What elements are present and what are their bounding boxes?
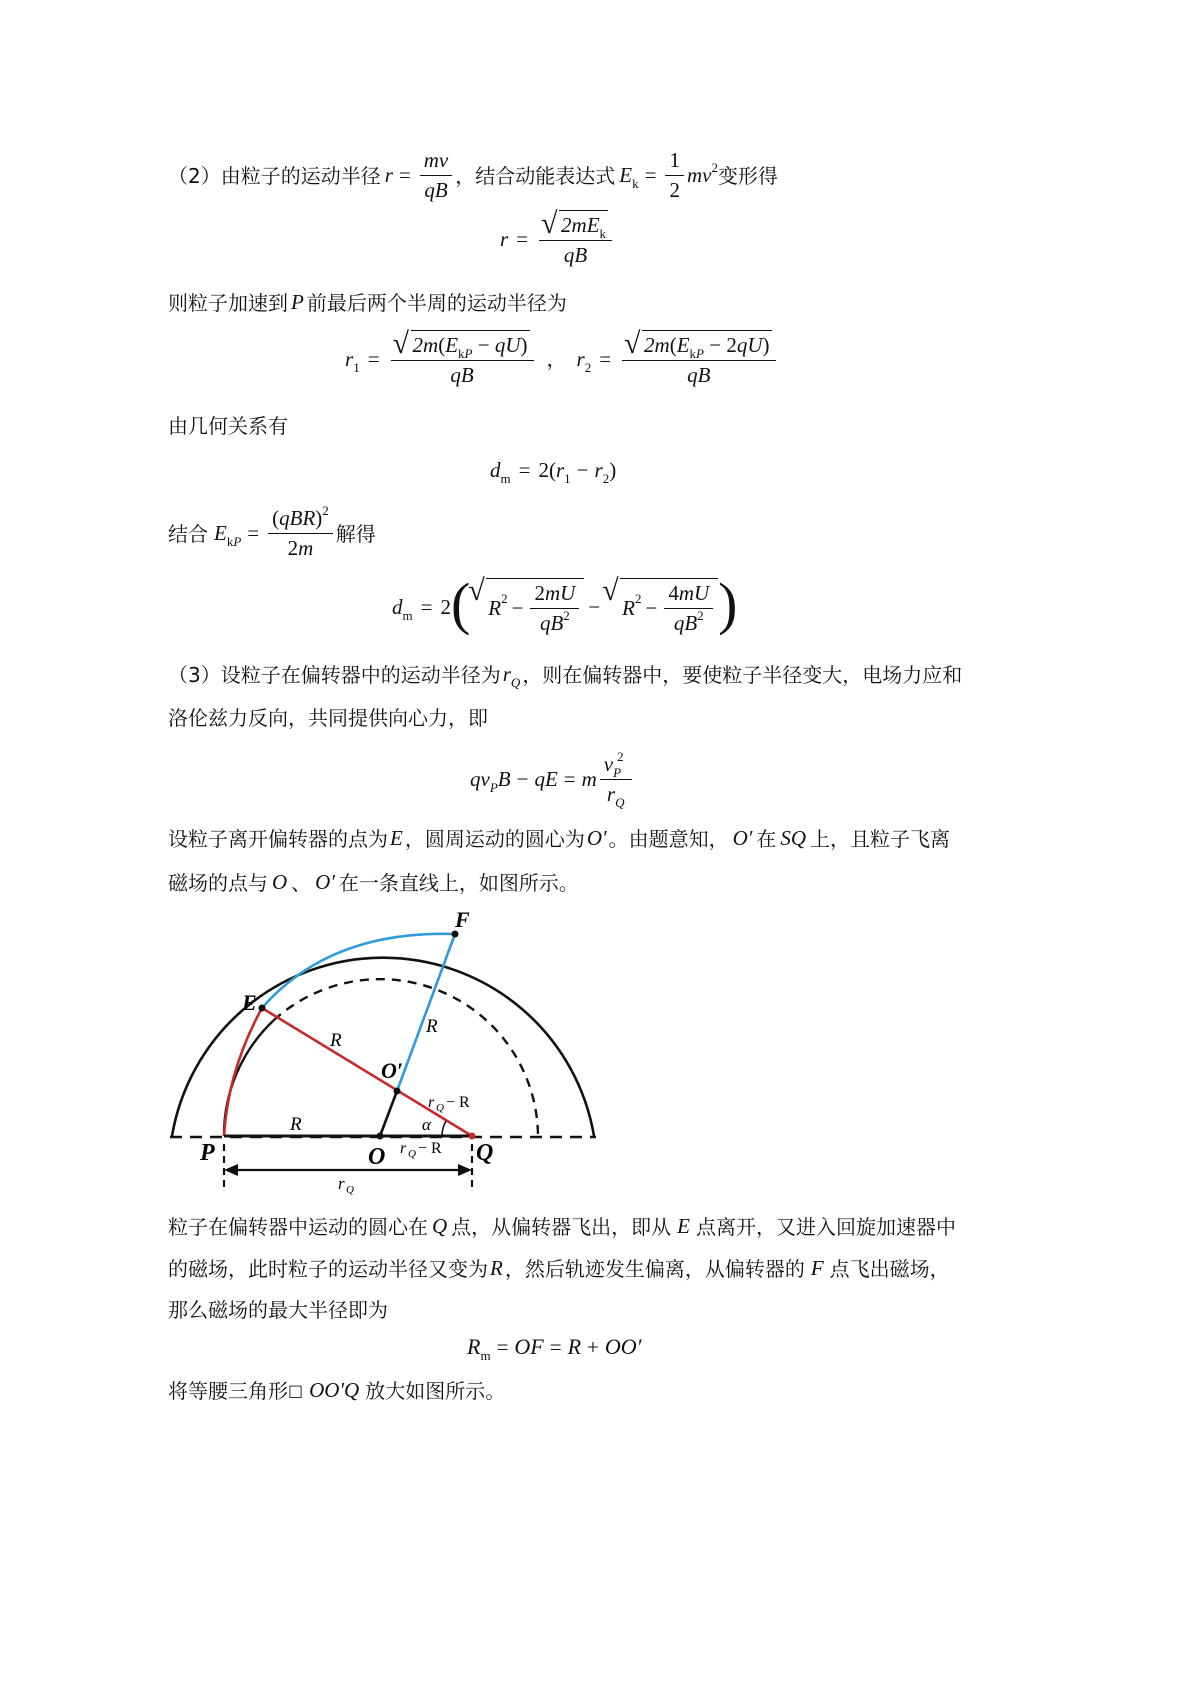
- text: 在一条直线上，如图所示。: [338, 870, 579, 895]
- text: 上，且粒子飞离: [810, 826, 951, 851]
- text: 点离开，又进入回旋加速器中: [696, 1214, 956, 1239]
- text: 变形得: [717, 163, 778, 188]
- text: 前最后两个半周的运动半径为: [306, 290, 567, 315]
- paragraph-deflector-center-line2: [168, 1258, 950, 1279]
- var-E: E: [677, 1214, 690, 1238]
- var-Q: Q: [432, 1214, 448, 1238]
- var-SQ: SQ: [780, 826, 807, 850]
- label-R-red: R: [330, 1030, 342, 1051]
- blue-line-Oprime-F: [397, 934, 455, 1091]
- paragraph-deflector-center-line3: 那么磁场的最大半径即为: [168, 1298, 388, 1322]
- label-rQ-minus-R-upper: [428, 1094, 470, 1114]
- paragraph-exit-point-line1: [168, 828, 950, 849]
- paragraph-exit-point-line2: [168, 872, 579, 893]
- svg-text:− R: − R: [418, 1140, 442, 1157]
- text: 的磁场，此时粒子的运动半径又变为: [168, 1256, 488, 1281]
- svg-text:r: r: [428, 1094, 435, 1111]
- label-O: O: [368, 1144, 386, 1170]
- var-O: O: [272, 870, 288, 894]
- paragraph-part3-line1: （3）设粒子在偏转器中的运动半径为 $r_Q$ ，则在偏转器中，要使粒子半径变大，电场力应和: [168, 662, 963, 690]
- label-alpha: α: [422, 1115, 431, 1134]
- equals: =: [644, 163, 657, 188]
- text: 设粒子离开偏转器的点为: [168, 826, 388, 851]
- paragraph-radius-intro: [168, 148, 778, 203]
- svg-text:r: r: [338, 1174, 345, 1193]
- formula-mv2: $mv^2$: [686, 160, 718, 188]
- text: （3）设粒子在偏转器中的运动半径为: [168, 662, 501, 687]
- geometry-diagram: [160, 900, 620, 1200]
- text: 。由题意知，: [608, 826, 729, 851]
- text: 则粒子加速到: [168, 290, 288, 315]
- dim-arrow-right: [458, 1164, 472, 1176]
- point-O-prime: [394, 1088, 401, 1095]
- point-O: [377, 1133, 384, 1140]
- paragraph-last-two-half-circles: [168, 292, 567, 313]
- label-E: E: [242, 990, 257, 1015]
- var-OOQ: OO′Q: [309, 1378, 360, 1402]
- text: 、: [291, 870, 312, 895]
- formula-Ek: $E_k$: [619, 163, 639, 192]
- formula-r: r: [384, 163, 393, 188]
- label-P: P: [200, 1140, 215, 1166]
- equation-force-balance: $qv_PB$ − qE = m $\frac{v_P^2}{r_Q}$: [470, 752, 635, 807]
- alpha-arc: [442, 1121, 446, 1136]
- label-rQ-minus-R-lower: [400, 1140, 442, 1160]
- label-R-base: R: [290, 1114, 302, 1135]
- text: 结合: [168, 521, 208, 546]
- red-trajectory-arc: [224, 1008, 262, 1136]
- missing-glyph-box: □: [288, 1380, 304, 1400]
- equals: =: [398, 163, 411, 188]
- var-R: R: [490, 1256, 503, 1280]
- point-Q: [469, 1133, 476, 1140]
- text: 点飞出磁场，: [829, 1256, 950, 1281]
- paragraph-isosceles: [168, 1380, 505, 1401]
- text: 磁场的点与: [168, 870, 268, 895]
- var-E: E: [390, 826, 403, 850]
- equation-r1-r2: $r_1$ = √ $\frac{2m(E_{kP} - qU)}{qB}$ ， $r_2$ = √ $\frac{2m(E_{kP} - 2qU)}{qB}$: [345, 330, 779, 388]
- paragraph-combine-EkP: 结合 $E_{kP}$ = $\frac{(qBR)^2}{2m}$ 解得: [168, 503, 376, 561]
- var-O-prime: O′: [586, 826, 607, 850]
- equation-Rm: $R_m$ = OF = R + OO′: [467, 1334, 642, 1363]
- point-E: [259, 1005, 266, 1012]
- text: ，圆周运动的圆心为: [404, 826, 585, 851]
- label-O-prime: O′: [381, 1058, 404, 1083]
- text: 放大如图所示。: [365, 1378, 506, 1403]
- dim-arrow-left: [224, 1164, 238, 1176]
- text: ，然后轨迹发生偏离，从偏转器的: [504, 1256, 805, 1281]
- line-O-Oprime: [380, 1091, 397, 1136]
- text: ，结合动能表达式: [455, 163, 616, 188]
- equation-dm: $d_m$ = 2( $r_1$ − $r_2$ ): [490, 458, 617, 486]
- svg-text:− R: − R: [446, 1094, 470, 1111]
- fraction-one-half: $\frac{1}{2}$: [665, 148, 684, 203]
- var-O-prime: O′: [315, 870, 335, 894]
- equation-dm-result: $d_m$ = 2 ( √ R 2 − $\frac{2mU}{qB^2}$ − √ R 2 − $\frac{4mU}{qB^2}$ ): [392, 578, 738, 636]
- svg-text:Q: Q: [346, 1184, 354, 1196]
- svg-text:r: r: [400, 1140, 407, 1157]
- comma: ，: [546, 347, 567, 372]
- paragraph-geometry: 由几何关系有: [168, 414, 288, 438]
- svg-text:Q: Q: [436, 1102, 444, 1114]
- svg-text:Q: Q: [408, 1148, 416, 1160]
- blue-trajectory-arc: [262, 934, 455, 1008]
- text: 点，从偏转器飞出，即从: [451, 1214, 672, 1239]
- paragraph-deflector-center-line1: [168, 1216, 956, 1237]
- var-F: F: [810, 1256, 824, 1280]
- equation-r-sqrt: r = √ $\frac{2mE_k}{qB}$: [500, 210, 615, 268]
- label-Q: Q: [476, 1140, 494, 1166]
- text: 解得: [335, 521, 376, 546]
- outer-semicircle: [172, 958, 594, 1136]
- label-F: F: [455, 907, 470, 932]
- text: 将等腰三角形: [168, 1378, 288, 1403]
- text: 在: [756, 826, 777, 851]
- label-rQ-dimension: [338, 1174, 354, 1196]
- text: （2）由粒子的运动半径: [168, 163, 381, 188]
- var-O-prime: O′: [732, 826, 753, 850]
- paragraph-part3-line2: 洛伦兹力反向，共同提供向心力，即: [168, 706, 488, 730]
- text: 粒子在偏转器中运动的圆心在: [168, 1214, 428, 1239]
- var-P: P: [291, 290, 304, 314]
- inner-dashed-arc: [274, 979, 538, 1136]
- fraction-mv-over-qB: $\frac{mv}{qB}$: [420, 148, 453, 203]
- text: ，则在偏转器中，要使粒子半径变大，电场力应和: [522, 662, 963, 687]
- label-R-blue: R: [426, 1016, 438, 1037]
